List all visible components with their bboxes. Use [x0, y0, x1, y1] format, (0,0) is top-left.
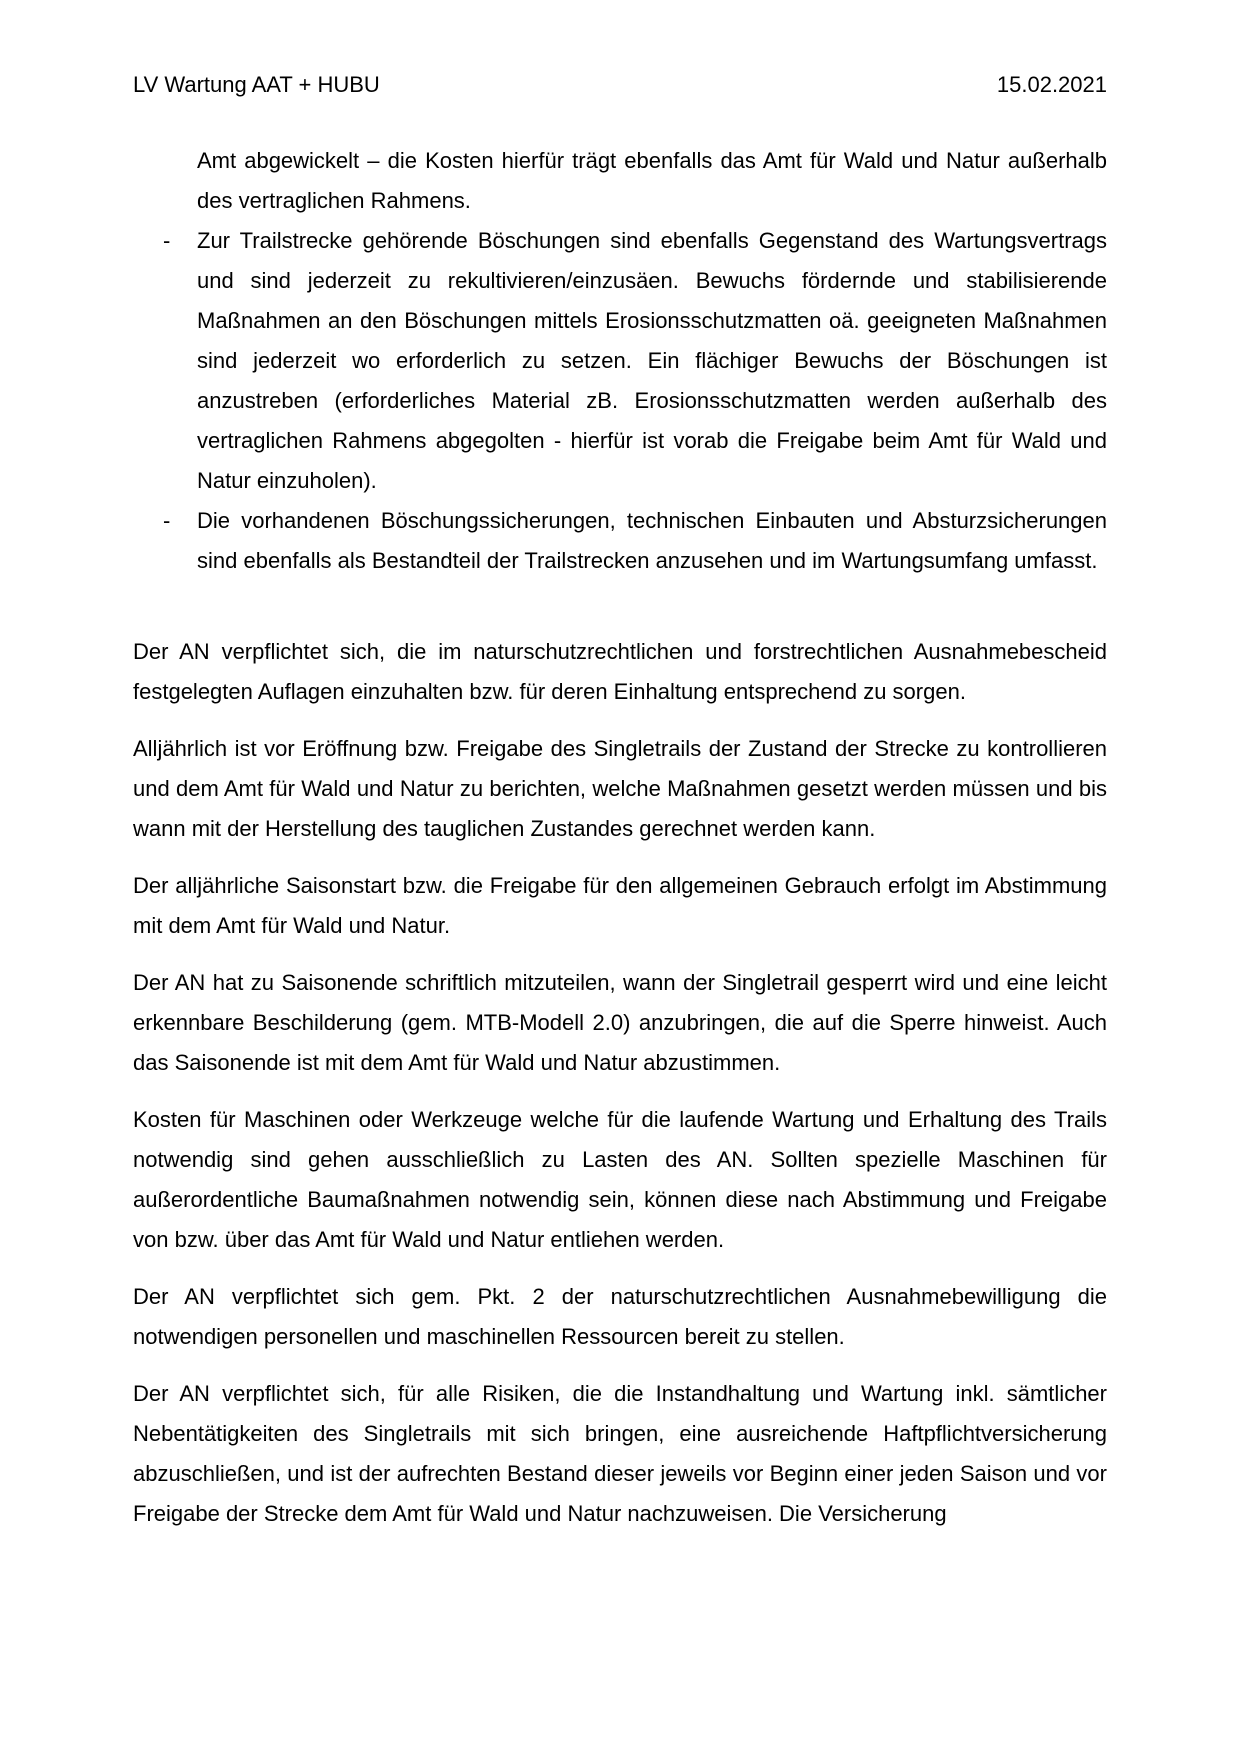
list-item	[133, 501, 1107, 581]
paragraph: Der AN verpflichtet sich, die im naturschutzrechtlichen und forstrechtlichen Ausnahmebescheid festgelegten Auflagen einzuhalten bzw. für deren Einhaltung entsprechend zu sorgen.	[133, 639, 1107, 704]
paragraph: Der AN verpflichtet sich, für alle Risiken, die die Instandhaltung und Wartung inkl. sämtlicher Nebentätigkeiten des Singletrails mit sich bringen, eine ausreichende Haftpflichtversicherung abzuschließen, und ist der aufrechten Bestand dieser jeweils vor Beginn einer jeden Saison und vor Freigabe der Strecke dem Amt für Wald und Natur nachzuweisen. Die Versicherung	[133, 1381, 1107, 1526]
paragraph: Der AN hat zu Saisonende schriftlich mitzuteilen, wann der Singletrail gesperrt wird und eine leicht erkennbare Beschilderung (gem. MTB-Modell 2.0) anzubringen, die auf die Sperre hinweist. Auch das Saisonende ist mit dem Amt für Wald und Natur abzustimmen.	[133, 970, 1107, 1075]
bullet-list-section	[133, 141, 1107, 581]
bullet-dash-marker: -	[163, 508, 171, 533]
document-date: 15.02.2021	[996, 72, 1107, 97]
paragraph: Der AN verpflichtet sich gem. Pkt. 2 der naturschutzrechtlichen Ausnahmebewilligung die notwendigen personellen und maschinellen Ressourcen bereit zu stellen.	[133, 1284, 1107, 1349]
paragraph: Alljährlich ist vor Eröffnung bzw. Freigabe des Singletrails der Zustand der Strecke zu kontrollieren und dem Amt für Wald und Natur zu berichten, welche Maßnahmen gesetzt werden müssen und bis wann mit der Herstellung des tauglichen Zustandes gerechnet werden kann.	[133, 736, 1107, 841]
list-continuation-paragraph: Amt abgewickelt – die Kosten hierfür trägt ebenfalls das Amt für Wald und Natur außerhalb des vertraglichen Rahmens.	[197, 148, 1107, 213]
bullet-dash-marker: -	[163, 228, 171, 253]
document-title: LV Wartung AAT + HUBU	[133, 72, 380, 97]
list-item-text: Die vorhandenen Böschungssicherungen, technischen Einbauten und Absturzsicherungen sind ebenfalls als Bestandteil der Trailstrecken anzusehen und im Wartungsumfang umfasst.	[197, 508, 1107, 573]
page-header	[133, 70, 1107, 100]
paragraph: Kosten für Maschinen oder Werkzeuge welche für die laufende Wartung und Erhaltung des Trails notwendig sind gehen ausschließlich zu Lasten des AN. Sollten spezielle Maschinen für außerordentliche Baumaßnahmen notwendig sein, können diese nach Abstimmung und Freigabe von bzw. über das Amt für Wald und Natur entliehen werden.	[133, 1107, 1107, 1252]
list-item-text: Zur Trailstrecke gehörende Böschungen sind ebenfalls Gegenstand des Wartungsvertrags und sind jederzeit zu rekultivieren/einzusäen. Bewuchs fördernde und stabilisierende Maßnahmen an den Böschungen mittels Erosionsschutzmatten oä. geeigneten Maßnahmen sind jederzeit wo erforderlich zu setzen. Ein flächiger Bewuchs der Böschungen ist anzustreben (erforderliches Material zB. Erosionsschutzmatten werden außerhalb des vertraglichen Rahmens abgegolten - hierfür ist vorab die Freigabe beim Amt für Wald und Natur einzuholen).	[197, 228, 1107, 493]
paragraph: Der alljährliche Saisonstart bzw. die Freigabe für den allgemeinen Gebrauch erfolgt im Abstimmung mit dem Amt für Wald und Natur.	[133, 873, 1107, 938]
list-item	[133, 221, 1107, 501]
body-paragraphs-section	[133, 632, 1107, 1534]
